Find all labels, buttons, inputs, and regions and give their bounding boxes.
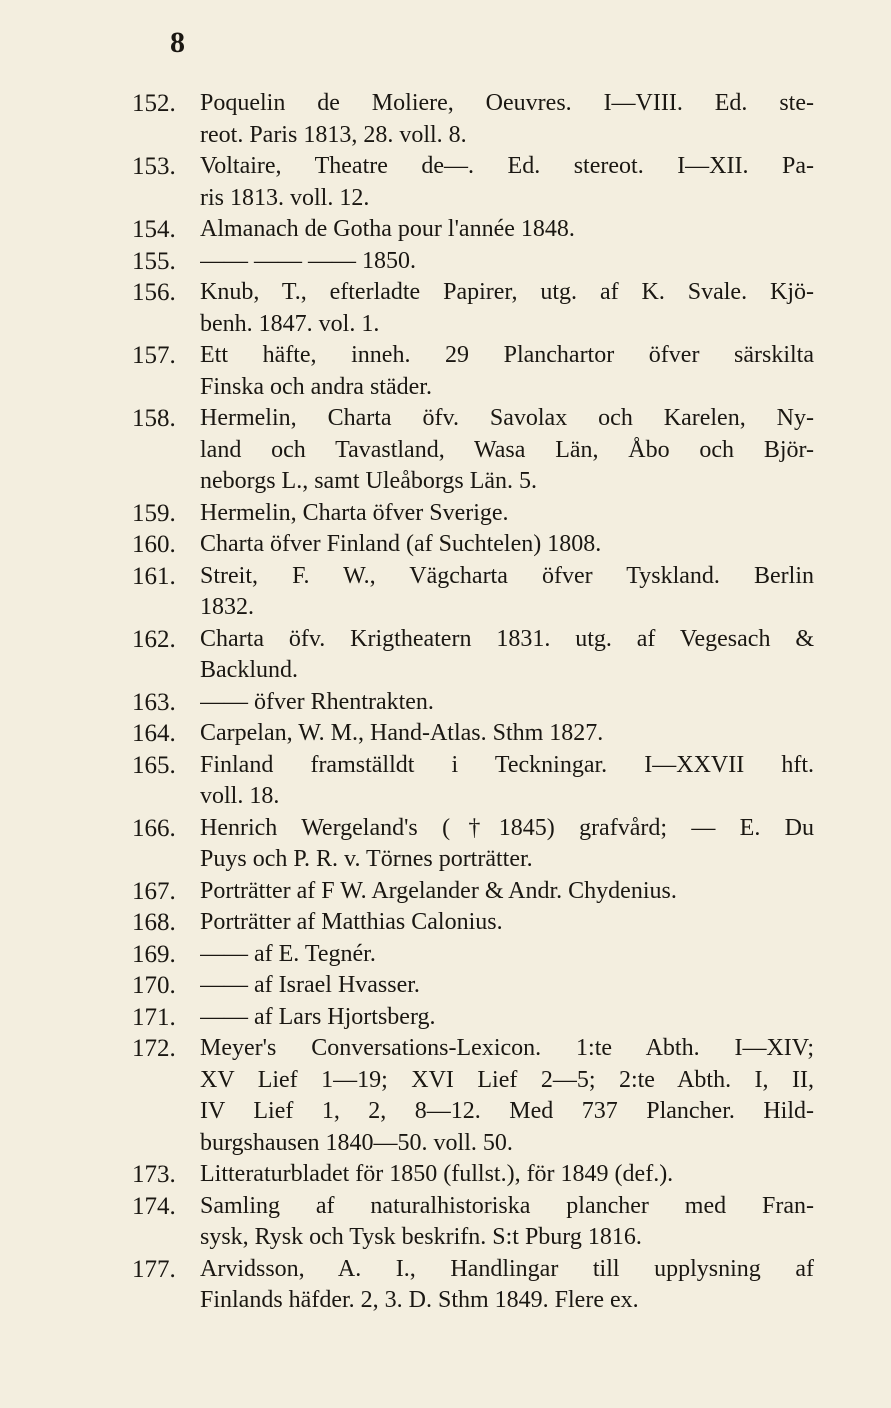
entry-line: Meyer's Conversations-Lexicon. 1:te Abth. I—XIV; bbox=[200, 1035, 814, 1061]
catalog-entry bbox=[0, 939, 891, 971]
catalog-entry bbox=[0, 88, 891, 151]
entry-line: burgshausen 1840—50. voll. 50. bbox=[200, 1129, 513, 1156]
entry-line: Finland framställdt i Teckningar. I—XXVII hft. bbox=[200, 751, 814, 778]
catalog-entry bbox=[0, 813, 891, 876]
entry-number: 164. bbox=[132, 720, 176, 747]
catalog-entry bbox=[0, 498, 891, 530]
catalog-entry bbox=[0, 403, 891, 498]
entry-line: Poquelin de Moliere, Oeuvres. I—VIII. Ed. ste- bbox=[200, 90, 814, 116]
entry-number: 177. bbox=[132, 1255, 176, 1283]
entry-number: 173. bbox=[132, 1161, 176, 1188]
entry-line: Litteraturbladet för 1850 (fullst.), för 1849 (def.). bbox=[200, 1161, 674, 1187]
entry-number: 169. bbox=[132, 940, 176, 968]
entry-line: Charta öfv. Krigtheatern 1831. utg. af Vegesach & bbox=[200, 625, 814, 652]
entry-line: Backlund. bbox=[200, 657, 298, 683]
entry-line: Voltaire, Theatre de—. Ed. stereot. I—XII. Pa- bbox=[200, 153, 814, 179]
entry-number: 172. bbox=[132, 1035, 176, 1062]
entry-line: XV Lief 1—19; XVI Lief 2—5; 2:te Abth. I, II, bbox=[200, 1066, 814, 1093]
entry-number: 167. bbox=[132, 877, 176, 905]
catalog-entry bbox=[0, 1002, 891, 1034]
catalog-entry bbox=[0, 561, 891, 624]
entry-line: Arvidsson, A. I., Handlingar till upplysning af bbox=[200, 1255, 814, 1282]
entry-line: Knub, T., efterladte Papirer, utg. af K. Svale. Kjö- bbox=[200, 279, 814, 305]
entry-line: Puys och P. R. v. Törnes porträtter. bbox=[200, 846, 533, 872]
entry-line: land och Tavastland, Wasa Län, Åbo och Björ- bbox=[200, 436, 814, 463]
catalog-entries bbox=[0, 88, 891, 1317]
entry-number: 153. bbox=[132, 153, 176, 180]
entry-number: 158. bbox=[132, 405, 176, 432]
entry-number: 163. bbox=[132, 688, 176, 716]
entry-line: 1832. bbox=[200, 594, 254, 620]
entry-line: —— af E. Tegnér. bbox=[200, 940, 376, 967]
entry-line: reot. Paris 1813, 28. voll. 8. bbox=[200, 121, 467, 148]
entry-number: 161. bbox=[132, 562, 176, 590]
entry-number: 152. bbox=[132, 90, 176, 117]
entry-line: Streit, F. W., Vägcharta öfver Tyskland. Berlin bbox=[200, 562, 814, 589]
catalog-entry bbox=[0, 151, 891, 214]
entry-line: Hermelin, Charta öfver Sverige. bbox=[200, 499, 509, 526]
entry-line: Hermelin, Charta öfv. Savolax och Karelen, Ny- bbox=[200, 405, 814, 431]
entry-line: sysk, Rysk och Tysk beskrifn. S:t Pburg 1816. bbox=[200, 1224, 642, 1250]
entry-number: 168. bbox=[132, 909, 176, 936]
entry-number: 165. bbox=[132, 751, 176, 779]
entry-line: IV Lief 1, 2, 8—12. Med 737 Plancher. Hild- bbox=[200, 1098, 814, 1124]
entry-line: Porträtter af Matthias Calonius. bbox=[200, 909, 503, 935]
catalog-entry bbox=[0, 907, 891, 939]
catalog-entry bbox=[0, 277, 891, 340]
catalog-entry bbox=[0, 687, 891, 719]
entry-line: Carpelan, W. M., Hand-Atlas. Sthm 1827. bbox=[200, 720, 604, 746]
catalog-entry bbox=[0, 750, 891, 813]
entry-number: 170. bbox=[132, 972, 176, 999]
page-number: 8 bbox=[170, 26, 185, 59]
entry-line: Porträtter af F W. Argelander & Andr. Chydenius. bbox=[200, 877, 677, 904]
entry-line: voll. 18. bbox=[200, 783, 280, 809]
catalog-entry bbox=[0, 1191, 891, 1254]
entry-line: Henrich Wergeland's (†1845) grafvård; — E. Du bbox=[200, 814, 814, 841]
entry-line: Finska och andra städer. bbox=[200, 373, 432, 400]
entry-line: benh. 1847. vol. 1. bbox=[200, 310, 380, 337]
entry-line: Almanach de Gotha pour l'année 1848. bbox=[200, 216, 575, 242]
catalog-entry bbox=[0, 246, 891, 278]
entry-line: —— —— —— 1850. bbox=[200, 247, 416, 274]
catalog-entry bbox=[0, 624, 891, 687]
entry-number: 160. bbox=[132, 531, 176, 558]
catalog-entry bbox=[0, 970, 891, 1002]
entry-line: —— af Israel Hvasser. bbox=[200, 972, 420, 998]
entry-number: 174. bbox=[132, 1192, 176, 1220]
entry-number: 166. bbox=[132, 814, 176, 842]
catalog-entry bbox=[0, 214, 891, 246]
catalog-entry bbox=[0, 1159, 891, 1191]
catalog-entry bbox=[0, 340, 891, 403]
entry-number: 157. bbox=[132, 342, 176, 369]
catalog-entry bbox=[0, 1033, 891, 1159]
entry-number: 156. bbox=[132, 279, 176, 306]
entry-line: —— af Lars Hjortsberg. bbox=[200, 1003, 436, 1030]
entry-line: Finlands häfder. 2, 3. D. Sthm 1849. Flere ex. bbox=[200, 1287, 639, 1313]
entry-line: Ett häfte, inneh. 29 Planchartor öfver särskilta bbox=[200, 342, 814, 368]
entry-line: Charta öfver Finland (af Suchtelen) 1808. bbox=[200, 531, 602, 557]
entry-number: 155. bbox=[132, 247, 176, 275]
catalog-entry bbox=[0, 718, 891, 750]
entry-line: —— öfver Rhentrakten. bbox=[200, 688, 434, 715]
entry-number: 162. bbox=[132, 625, 176, 653]
entry-number: 154. bbox=[132, 216, 176, 243]
entry-number: 159. bbox=[132, 499, 176, 527]
catalog-entry bbox=[0, 529, 891, 561]
entry-number: 171. bbox=[132, 1003, 176, 1031]
catalog-entry bbox=[0, 876, 891, 908]
entry-line: ris 1813. voll. 12. bbox=[200, 184, 370, 211]
entry-line: neborgs L., samt Uleåborgs Län. 5. bbox=[200, 468, 538, 494]
entry-line: Samling af naturalhistoriska plancher med Fran- bbox=[200, 1192, 814, 1219]
catalog-entry bbox=[0, 1254, 891, 1317]
